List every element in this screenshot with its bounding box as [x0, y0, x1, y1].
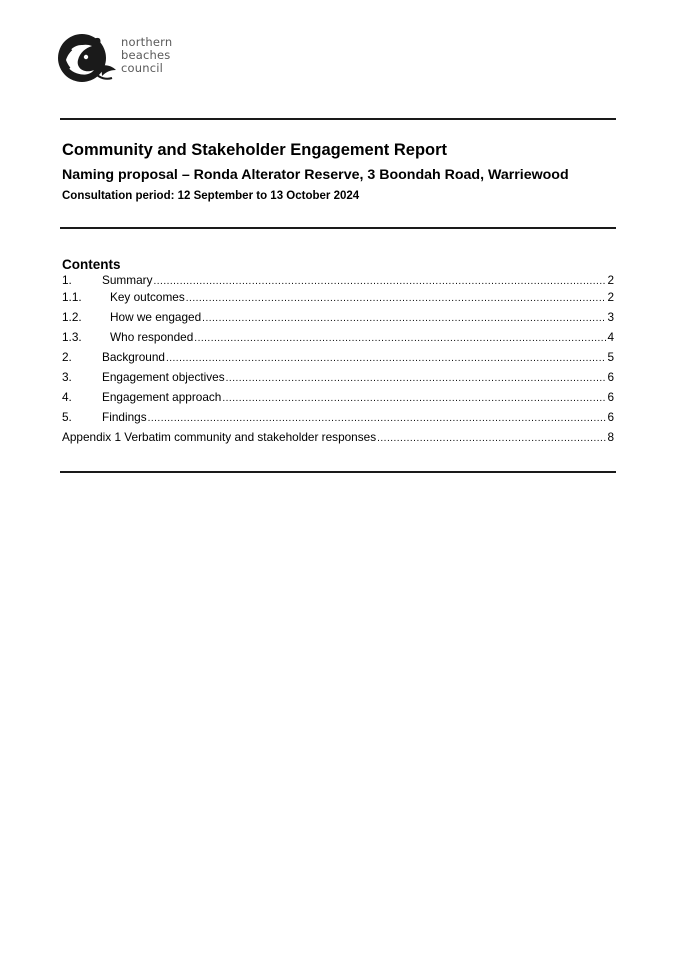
toc-entry-page: 3: [607, 310, 614, 324]
toc-entry[interactable]: [62, 370, 614, 390]
toc-entry-number: 2.: [62, 350, 72, 364]
toc-entry[interactable]: [62, 330, 614, 350]
toc-entry-title: Key outcomes: [110, 290, 185, 304]
toc-entry[interactable]: [62, 350, 614, 370]
toc-entry[interactable]: [62, 430, 614, 450]
toc-entry-number: 1.: [62, 273, 72, 287]
report-subtitle: Naming proposal – Ronda Alterator Reserve, 3 Boondah Road, Warriewood: [62, 167, 569, 183]
table-of-contents: [62, 273, 614, 450]
toc-dot-leader: [194, 330, 606, 346]
toc-entry-title: Appendix 1 Verbatim community and stakeholder responses: [62, 430, 377, 444]
toc-entry-title: Summary: [102, 273, 153, 287]
toc-entry[interactable]: [62, 410, 614, 430]
toc-entry[interactable]: [62, 390, 614, 410]
toc-entry-number: 1.3.: [62, 330, 82, 344]
contents-heading: Contents: [62, 257, 121, 272]
toc-dot-leader: [377, 430, 606, 446]
toc-entry-number: 4.: [62, 390, 72, 404]
consultation-period: Consultation period: 12 September to 13 October 2024: [62, 190, 360, 202]
toc-entry-title: Engagement objectives: [102, 370, 225, 384]
toc-entry-number: 3.: [62, 370, 72, 384]
toc-entry-page: 2: [607, 273, 614, 287]
toc-entry-title: Background: [102, 350, 165, 364]
toc-entry-page: 2: [607, 290, 614, 304]
toc-dot-leader: [153, 273, 606, 289]
divider-middle: [60, 227, 616, 229]
toc-entry-page: 5: [607, 350, 614, 364]
toc-entry-page: 6: [607, 370, 614, 384]
toc-entry[interactable]: [62, 310, 614, 330]
toc-entry-number: 1.1.: [62, 290, 82, 304]
toc-dot-leader: [186, 290, 607, 306]
toc-entry-title: Who responded: [110, 330, 194, 344]
toc-entry-page: 6: [607, 410, 614, 424]
council-logo-icon: [56, 30, 118, 86]
logo-line-3: council: [121, 61, 164, 75]
toc-entry-title: Engagement approach: [102, 390, 222, 404]
logo-line-1: northern: [121, 35, 173, 49]
toc-dot-leader: [166, 350, 606, 366]
divider-bottom: [60, 471, 616, 473]
toc-entry-page: 4: [607, 330, 614, 344]
logo-line-2: beaches: [121, 48, 171, 62]
toc-entry-page: 8: [607, 430, 614, 444]
toc-entry-number: 5.: [62, 410, 72, 424]
toc-dot-leader: [222, 390, 606, 406]
toc-entry[interactable]: [62, 290, 614, 310]
council-name: [121, 36, 172, 75]
toc-entry-title: Findings: [102, 410, 147, 424]
council-logo: [56, 30, 186, 86]
toc-dot-leader: [148, 410, 607, 426]
toc-entry[interactable]: [62, 273, 614, 290]
toc-dot-leader: [202, 310, 606, 326]
toc-entry-number: 1.2.: [62, 310, 82, 324]
toc-entry-title: How we engaged: [110, 310, 202, 324]
toc-dot-leader: [226, 370, 607, 386]
report-title: Community and Stakeholder Engagement Report: [62, 141, 448, 159]
divider-top: [60, 118, 616, 120]
toc-entry-page: 6: [607, 390, 614, 404]
